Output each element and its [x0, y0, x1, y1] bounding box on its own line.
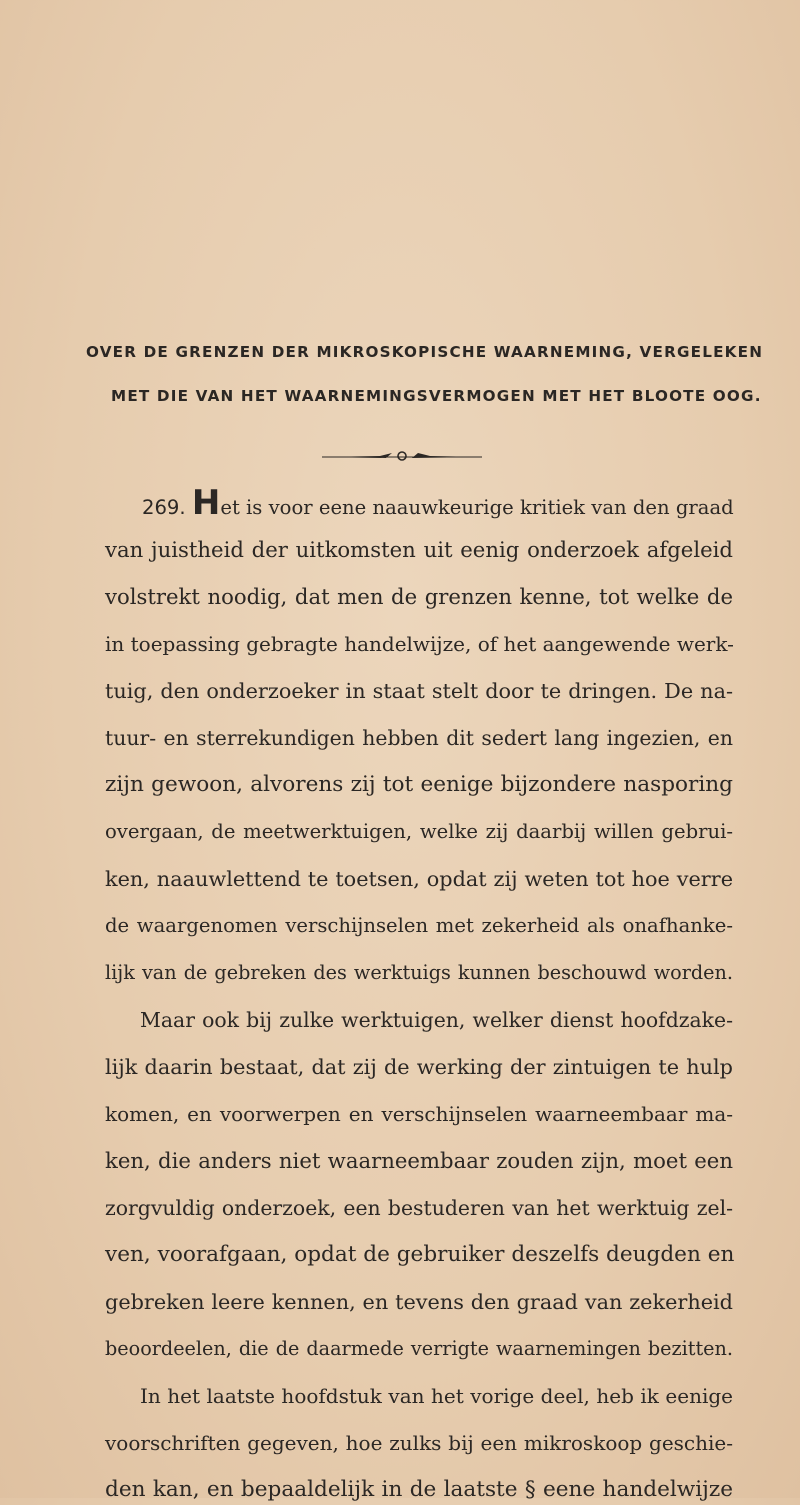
- text-line: zijn gewoon, alvorens zij tot eenige bijzondere nasporing: [105, 772, 733, 797]
- paragraph-1-line-1: [142, 483, 734, 523]
- text-line: In het laatste hoofdstuk van het vorige deel, heb ik eenige: [140, 1384, 733, 1408]
- text-line: zorgvuldig onderzoek, een bestuderen van het werktuig zel-: [105, 1196, 733, 1220]
- text-line: den kan, en bepaaldelijk in de laatste § eene handelwijze: [105, 1477, 733, 1502]
- text-line: lijk van de gebreken des werktuigs kunnen beschouwd worden.: [105, 961, 733, 984]
- paragraph-number: 269.: [142, 496, 186, 519]
- text-line: overgaan, de meetwerktuigen, welke zij daarbij willen gebrui-: [105, 820, 733, 843]
- chapter-heading-line-2: MET DIE VAN HET WAARNEMINGSVERMOGEN MET HET BLOOTE OOG.: [111, 387, 762, 405]
- text-line: gebreken leere kennen, en tevens den graad van zekerheid: [105, 1290, 733, 1314]
- text-line: de waargenomen verschijnselen met zekerheid als onafhanke-: [105, 914, 733, 937]
- text-line: ken, naauwlettend te toetsen, opdat zij weten tot hoe verre: [105, 867, 733, 891]
- text-line: beoordeelen, die de daarmede verrigte waarnemingen bezitten.: [105, 1337, 733, 1360]
- text-line: volstrekt noodig, dat men de grenzen kenne, tot welke de: [105, 584, 733, 609]
- text-line: voorschriften gegeven, hoe zulks bij een mikroskoop geschie-: [105, 1431, 733, 1455]
- text-line: van juistheid der uitkomsten uit eenig onderzoek afgeleid: [105, 537, 733, 562]
- drop-cap: H: [191, 483, 221, 523]
- ornament-divider-icon: [320, 449, 484, 463]
- text-line: ken, die anders niet waarneembaar zouden zijn, moet een: [105, 1148, 733, 1173]
- text-line: lijk daarin bestaat, dat zij de werking der zintuigen te hulp: [105, 1055, 733, 1079]
- text-line: ven, voorafgaan, opdat de gebruiker deszelfs deugden en: [105, 1242, 735, 1267]
- text-line: tuig, den onderzoeker in staat stelt door te dringen. De na-: [105, 679, 733, 703]
- text-line: komen, en voorwerpen en verschijnselen waarneembaar ma-: [105, 1102, 733, 1126]
- text-line: tuur- en sterrekundigen hebben dit sedert lang ingezien, en: [105, 726, 733, 750]
- chapter-heading-line-1: OVER DE GRENZEN DER MIKROSKOPISCHE WAARNEMING, VERGELEKEN: [86, 343, 764, 361]
- text-line: et is voor eene naauwkeurige kritiek van den graad: [220, 496, 734, 519]
- text-line: Maar ook bij zulke werktuigen, welker dienst hoofdzake-: [140, 1008, 733, 1032]
- text-line: in toepassing gebragte handelwijze, of het aangewende werk-: [105, 632, 734, 656]
